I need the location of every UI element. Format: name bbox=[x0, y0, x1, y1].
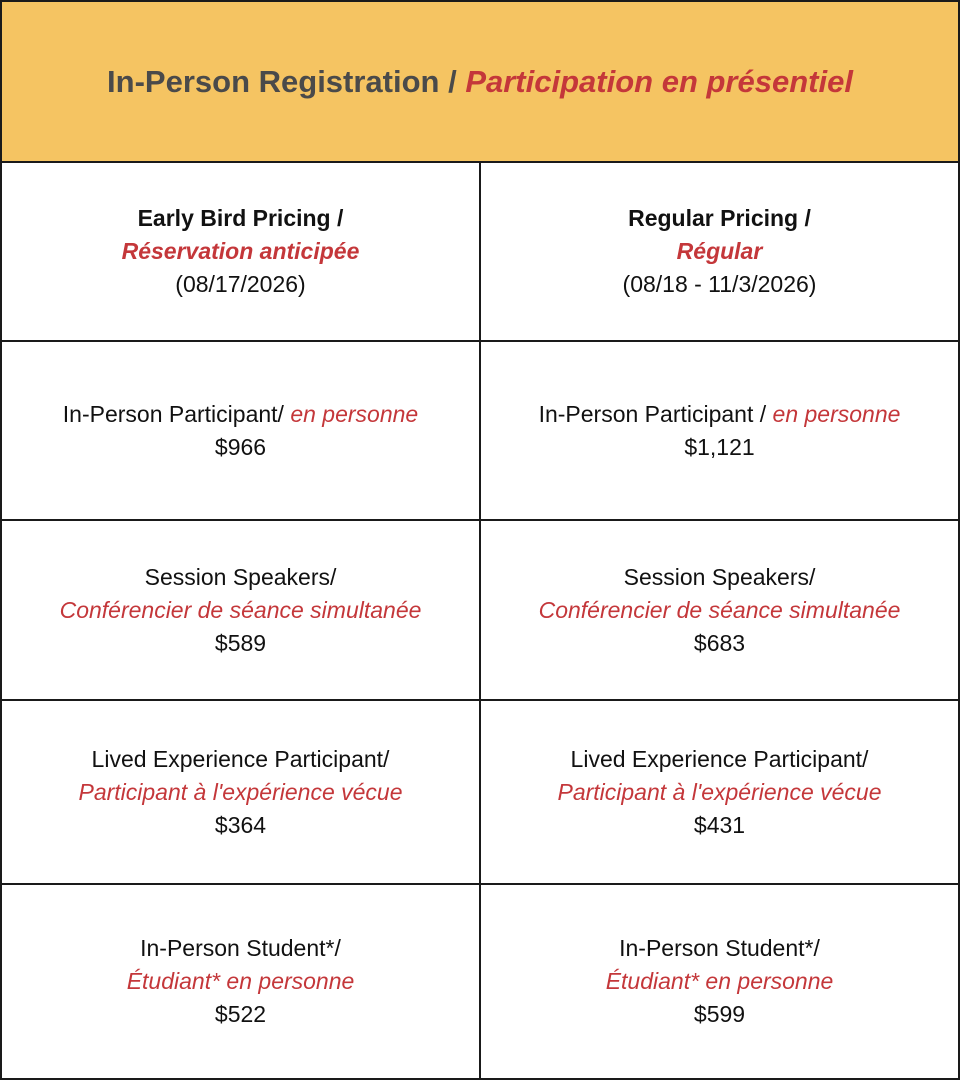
price-cell-early-bird bbox=[2, 885, 479, 1078]
table-row-lived-experience bbox=[2, 701, 958, 885]
price: $364 bbox=[214, 811, 267, 838]
label-fr: Étudiant* en personne bbox=[605, 968, 834, 994]
header-title-fr: Participation en présentiel bbox=[465, 63, 853, 99]
label-line bbox=[539, 398, 901, 431]
label-fr: Étudiant* en personne bbox=[126, 968, 355, 994]
price-cell-regular bbox=[479, 521, 958, 699]
column-header-early-bird bbox=[2, 163, 479, 340]
label-fr: Participant à l'expérience vécue bbox=[557, 778, 882, 805]
label-fr: Conférencier de séance simultanée bbox=[59, 596, 422, 623]
table-header bbox=[2, 2, 958, 163]
price-cell-early-bird bbox=[2, 342, 479, 519]
price: $522 bbox=[214, 1001, 267, 1027]
price: $1,121 bbox=[684, 433, 755, 460]
label-en: Lived Experience Participant/ bbox=[91, 745, 390, 772]
price-cell-early-bird bbox=[2, 521, 479, 699]
column-header-row bbox=[2, 163, 958, 342]
column-header-regular bbox=[479, 163, 958, 340]
price-cell-early-bird bbox=[2, 701, 479, 883]
label-fr: Participant à l'expérience vécue bbox=[78, 778, 403, 805]
price: $431 bbox=[693, 811, 746, 838]
column-label-en: Regular Pricing / bbox=[628, 205, 811, 231]
table-row-student bbox=[2, 885, 958, 1078]
label-fr: Conférencier de séance simultanée bbox=[538, 596, 901, 623]
column-label-fr: Régular bbox=[676, 238, 763, 264]
column-dates: (08/17/2026) bbox=[175, 271, 306, 297]
column-dates: (08/18 - 11/3/2026) bbox=[622, 271, 817, 297]
label-fr: en personne bbox=[772, 400, 901, 427]
price-cell-regular bbox=[479, 885, 958, 1078]
price: $589 bbox=[214, 629, 267, 656]
price: $683 bbox=[693, 629, 746, 656]
price: $599 bbox=[693, 1001, 746, 1027]
label-en: Session Speakers/ bbox=[623, 563, 816, 590]
table-row-session-speakers bbox=[2, 521, 958, 701]
table-row-in-person-participant bbox=[2, 342, 958, 521]
label-en: In-Person Participant/ bbox=[62, 400, 291, 427]
label-en: In-Person Student*/ bbox=[619, 935, 820, 961]
price-cell-regular bbox=[479, 342, 958, 519]
label-en: In-Person Participant / bbox=[538, 400, 773, 427]
price-cell-regular bbox=[479, 701, 958, 883]
label-en: In-Person Student*/ bbox=[140, 935, 341, 961]
label-line bbox=[63, 398, 418, 431]
label-en: Lived Experience Participant/ bbox=[570, 745, 869, 772]
price: $966 bbox=[214, 433, 267, 460]
label-fr: en personne bbox=[290, 400, 419, 427]
label-en: Session Speakers/ bbox=[144, 563, 337, 590]
column-label-fr: Réservation anticipée bbox=[121, 238, 360, 264]
column-label-en: Early Bird Pricing / bbox=[137, 205, 344, 231]
header-title-en: In-Person Registration / bbox=[107, 63, 466, 99]
